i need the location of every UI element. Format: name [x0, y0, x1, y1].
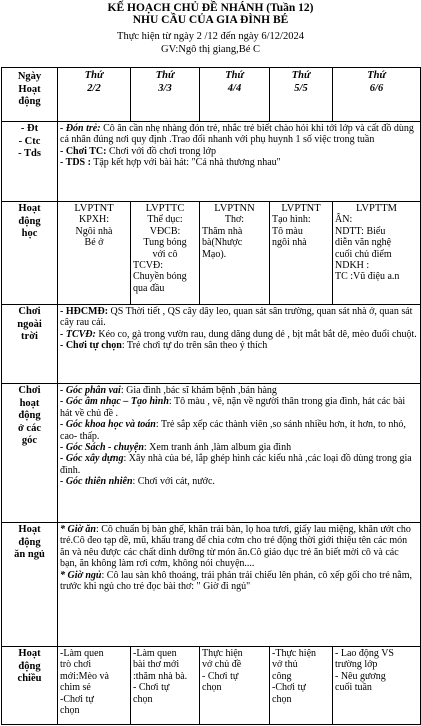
corners-label: Chơi hoạt động ở các góc — [2, 384, 58, 523]
study-wednesday: LVPTNN Thơ: Thăm nhà bà(Nhược Mạo). — [200, 202, 270, 305]
xay-dung-text: - Góc xây dựng: Xây nhà của bé, lắp ghép hình các kiểu nhà ,các loại đồ dùng trong gia đình. — [60, 453, 412, 476]
corners-row — [2, 384, 421, 523]
study-label: Hoạt động học — [2, 202, 58, 305]
day-wednesday: Thứ 4/4 — [200, 68, 270, 122]
morning-content — [58, 122, 421, 202]
thien-nhien-text: - Góc thiên nhiên: Chơi với cát, nước. — [60, 476, 215, 488]
activity-day-label: Ngày Hoạt động — [2, 68, 58, 122]
afternoon-row — [2, 647, 421, 725]
day-header-row — [2, 68, 421, 122]
corners-content — [58, 384, 421, 523]
don-tre-text: - Đón trẻ: Cô ân cần nhẹ nhàng đón trẻ, nhắc trẻ biết chào hỏi khi tới lớp và cất đồ dùng cá nhân đúng nơi quy định .Trao đổi nhanh với phụ huynh 1 số việc trong tuần — [60, 123, 414, 146]
morning-row — [2, 122, 421, 202]
meal-content — [58, 523, 421, 647]
date-range: Thực hiện từ ngày 2 /12 đến ngày 6/12/2024 — [117, 31, 304, 42]
study-thursday: LVPTNT Tạo hình: Tô màu ngôi nhà — [270, 202, 333, 305]
hdcmd-text: - HĐCMĐ: QS Thời tiết , QS cây dây leo, quan sát sân trường, quan sát nhà ở, quan sát cây rau cải. — [60, 306, 413, 329]
day-thursday: Thứ 5/5 — [270, 68, 333, 122]
gio-an-text: * Giờ ăn: Cô chuẩn bị bàn ghế, khăn trải bàn, lọ hoa tươi, giấy lau miệng, khăn ướt cho trẻ.Cô đeo tạp dề, mũ, khẩu trang để chia cơm cho trẻ động thời giới thiệu tên các món ăn và nêu được các chất dinh dưỡng từ món ăn.Cô giáo dục trẻ ăn biết mời cô và các bạn, ăn không làm rơi cơm, không nói chuyện.... — [60, 524, 411, 570]
afternoon-thursday: -Thực hiện vở thủ công -Chơi tự chọn — [270, 647, 333, 725]
afternoon-tuesday: -Làm quen bài thơ mới :thăm nhà bà. - Chơi tự chọn — [131, 647, 200, 725]
outdoor-row — [2, 305, 421, 384]
afternoon-monday: -Làm quen trò chơi mới:Mèo và chim sẻ -Chơi tự chọn — [58, 647, 131, 725]
day-friday: Thứ 6/6 — [333, 68, 421, 122]
afternoon-wednesday: Thực hiện vở chủ đề - Chơi tự chọn — [200, 647, 270, 725]
teacher-line: GV:Ngô thị giang,Bé C — [161, 44, 260, 55]
afternoon-friday: - Lao động VS trường lớp - Nêu gương cuối tuần — [333, 647, 421, 725]
afternoon-label: Hoạt động chiều — [2, 647, 58, 725]
study-tuesday: LVPTTC Thể dục: VĐCB: Tung bóng với cô TCVĐ: Chuyền bóng qua đầu — [131, 202, 200, 305]
choi-tc-text: - Chơi TC: Chơi với đồ chơi trong lớp — [60, 145, 216, 157]
tcvd-text: - TCVĐ: Kéo co, gà trong vườn rau, dung dăng dung dẻ , bịt mắt bắt dê, mèo đuổi chuột. — [60, 328, 417, 340]
am-nhac-text: - Góc âm nhạc – Tạo hình: Tô màu , vẽ, nặn về người thân trong gia đình, hát các bài hát về chủ đề . — [60, 396, 406, 419]
plan-title: KẾ HOẠCH CHỦ ĐỀ NHÁNH (Tuần 12) — [107, 2, 314, 14]
meal-label: Hoạt động ăn ngủ — [2, 523, 58, 647]
phan-vai-text: - Góc phân vai: Gia đình ,bác sĩ khám bệnh ,bán hàng — [60, 385, 277, 396]
meal-row — [2, 523, 421, 647]
study-monday: LVPTNT KPXH: Ngôi nhà Bé ở — [58, 202, 131, 305]
outdoor-content — [58, 305, 421, 384]
day-monday: Thứ 2/2 — [58, 68, 131, 122]
choi-tu-chon-text: - Chơi tự chọn: Trẻ chơi tự do trên sân theo ý thích — [60, 340, 268, 352]
sach-text: - Góc Sách - chuyện: Xem tranh ảnh ,làm album gia đình — [60, 442, 292, 454]
outdoor-label: Chơi ngoài trời — [2, 305, 58, 384]
day-tuesday: Thứ 3/3 — [131, 68, 200, 122]
khoa-hoc-text: - Góc khoa học và toán: Trẻ sắp xếp các thành viên ,so sánh nhiều hơn, ít hơn, to nhỏ, cao- thấp. — [60, 419, 406, 442]
morning-label: - Đt - Ctc - Tds — [2, 122, 58, 202]
weekly-plan-table — [1, 67, 421, 725]
tds-text: - TDS : Tập kết hợp với bài hát: "Cả nhà thương nhau" — [60, 157, 281, 169]
study-friday: LVPTTM ÂN: NDTT: Biểu diễn văn nghệ cuối chủ điểm NDKH : TC :Vũ điệu a.n — [333, 202, 421, 305]
study-row — [2, 202, 421, 305]
gio-ngu-text: * Giờ ngủ: Cô lau sàn khô thoáng, trải phản trải chiếu lên phản, cô xếp gối cho trẻ nằm, trước khi ngủ cho trẻ đọc bài thơ: " Giờ đi ngủ" — [60, 569, 412, 593]
theme-title: NHU CẦU CỦA GIA ĐÌNH BÉ — [132, 14, 289, 26]
